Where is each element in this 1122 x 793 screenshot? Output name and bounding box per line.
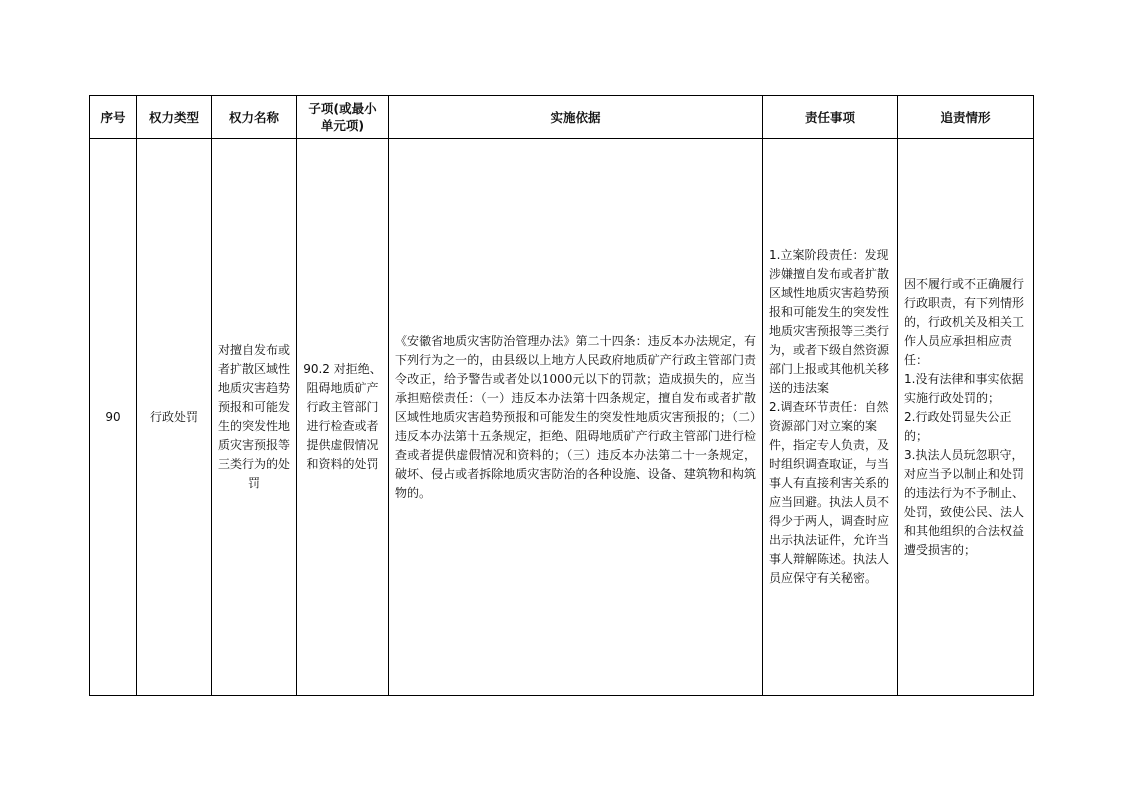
header-power-name: 权力名称 [212, 96, 297, 139]
header-row [90, 96, 1034, 139]
cell-power-type: 行政处罚 [137, 139, 212, 696]
cell-responsibility: 1.立案阶段责任：发现涉嫌擅自发布或者扩散区域性地质灾害趋势预报和可能发生的突发性地质灾害预报等三类行为，或者下级自然资源部门上报或其他机关移送的违法案 2.调查环节责任：自然资源部门对立案的案件，指定专人负责，及时组织调查取证，与当事人有直接利害关系的应当回避。执法人员不得少于两人，调查时应出示执法证件，允许当事人辩解陈述。执法人员应保守有关秘密。 [763, 139, 898, 696]
header-accountability: 追责情形 [898, 96, 1034, 139]
header-sub-item: 子项(或最小 单元项) [297, 96, 389, 139]
cell-basis: 《安徽省地质灾害防治管理办法》第二十四条：违反本办法规定，有下列行为之一的，由县级以上地方人民政府地质矿产行政主管部门责令改正，给予警告或者处以1000元以下的罚款；造成损失的，应当承担赔偿责任：（一）违反本办法第十四条规定，擅自发布或者扩散区域性地质灾害趋势预报和可能发生的突发性地质灾害预报的；（二）违反本办法第十五条规定，拒绝、阻碍地质矿产行政主管部门进行检查或者提供虚假情况和资料的；（三）违反本办法第二十一条规定，破坏、侵占或者拆除地质灾害防治的各种设施、设备、建筑物和构筑物的。 [389, 139, 763, 696]
header-basis: 实施依据 [389, 96, 763, 139]
header-responsibility: 责任事项 [763, 96, 898, 139]
table-row [90, 139, 1034, 696]
cell-accountability: 因不履行或不正确履行行政职责，有下列情形的，行政机关及相关工作人员应承担相应责任： 1.没有法律和事实依据实施行政处罚的； 2.行政处罚显失公正的； 3.执法人员玩忽职守，对应当予以制止和处罚的违法行为不予制止、处罚，致使公民、法人和其他组织的合法权益遭受损害的； [898, 139, 1034, 696]
header-power-type: 权力类型 [137, 96, 212, 139]
power-list-table [89, 95, 1034, 696]
header-seq: 序号 [90, 96, 137, 139]
cell-sub-item: 90.2 对拒绝、阻碍地质矿产行政主管部门进行检查或者提供虚假情况和资料的处罚 [297, 139, 389, 696]
cell-power-name: 对擅自发布或者扩散区域性地质灾害趋势预报和可能发生的突发性地质灾害预报等三类行为的处罚 [212, 139, 297, 696]
cell-seq: 90 [90, 139, 137, 696]
